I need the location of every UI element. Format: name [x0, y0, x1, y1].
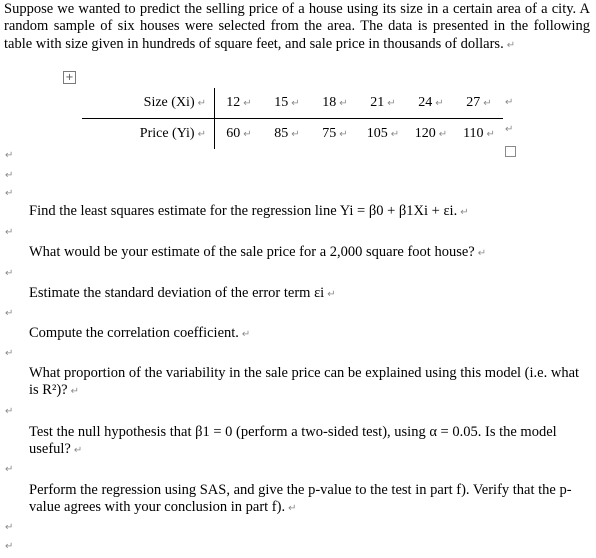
paragraph-mark-icon: ↵	[70, 386, 79, 398]
question-label	[5, 482, 29, 499]
price-value: 60	[226, 126, 241, 141]
size-value: 27	[466, 95, 481, 110]
cell-mark-icon: ↵	[291, 129, 300, 140]
paragraph-mark-icon: ↵	[5, 348, 14, 359]
question-d	[5, 325, 591, 343]
cell-mark-icon: ↵	[387, 98, 396, 109]
table-cell	[311, 119, 359, 150]
size-value: 18	[322, 95, 337, 110]
question-b	[5, 244, 591, 262]
question-label	[5, 424, 29, 441]
question-label	[5, 325, 29, 342]
paragraph-mark-icon: ↵	[73, 445, 83, 457]
cell-mark-icon: ↵	[243, 98, 252, 109]
paragraph-mark-icon: ↵	[460, 207, 469, 218]
cell-mark-icon: ↵	[390, 129, 400, 140]
cell-mark-icon: ↵	[438, 129, 448, 140]
table-cell	[407, 88, 455, 119]
paragraph-mark-icon: ↵	[5, 227, 14, 238]
cell-mark-icon: ↵	[339, 129, 348, 140]
question-text: Estimate the standard deviation of the error term εi	[29, 285, 325, 301]
table-cell	[263, 119, 311, 150]
table-cell	[455, 119, 503, 150]
question-label	[5, 244, 29, 261]
intro-text: Suppose we wanted to predict the selling price of a house using its size in a certain area of a city. A random sample of six houses were selected from the area. The data is presented in the following table with size given in hundreds of square feet, and sale price in thousands of dollars.	[4, 1, 590, 52]
cell-mark-icon: ↵	[197, 129, 206, 140]
paragraph-mark-icon: ↵	[5, 170, 14, 181]
table-cell	[407, 119, 455, 150]
cell-mark-icon: ↵	[435, 98, 444, 109]
question-label	[5, 203, 29, 220]
size-value: 15	[274, 95, 289, 110]
intro-paragraph	[4, 1, 590, 54]
cell-mark-icon: ↵	[339, 98, 348, 109]
price-value: 85	[274, 126, 289, 141]
price-value: 105	[366, 126, 388, 141]
question-label	[5, 285, 29, 302]
row-end-mark-icon: ↵	[505, 124, 514, 135]
question-text: Test the null hypothesis that β1 = 0 (perform a two-sided test), using α = 0.05. Is the model useful?	[29, 424, 557, 458]
row-label-size	[82, 88, 215, 119]
size-value: 12	[226, 95, 241, 110]
price-value: 120	[414, 126, 436, 141]
question-text: Compute the correlation coefficient.	[29, 325, 239, 341]
paragraph-mark-icon: ↵	[5, 522, 14, 533]
question-f	[5, 424, 591, 460]
price-value: 75	[322, 126, 337, 141]
row-label-size-text: Size (Xi)	[143, 95, 195, 110]
paragraph-mark-icon: ↵	[5, 188, 14, 199]
table-cell	[359, 119, 407, 150]
question-c	[5, 285, 591, 303]
table-cell	[215, 88, 264, 119]
data-table	[82, 88, 503, 149]
cell-mark-icon: ↵	[483, 98, 492, 109]
table-row-size	[82, 88, 503, 119]
paragraph-mark-icon: ↵	[5, 464, 14, 475]
table-resize-handle-icon[interactable]	[505, 146, 516, 157]
table-cell	[263, 88, 311, 119]
question-text: Find the least squares estimate for the regression line Yi = β0 + β1Xi + εi.	[29, 203, 458, 219]
cell-mark-icon: ↵	[291, 98, 300, 109]
paragraph-mark-icon: ↵	[241, 329, 251, 340]
table-cell	[359, 88, 407, 119]
size-value: 21	[370, 95, 385, 110]
question-e	[5, 365, 591, 401]
question-text: What would be your estimate of the sale price for a 2,000 square foot house?	[29, 244, 475, 260]
table-row-price	[82, 119, 503, 150]
paragraph-mark-icon: ↵	[5, 406, 14, 417]
size-value: 24	[418, 95, 433, 110]
cell-mark-icon: ↵	[486, 129, 495, 140]
question-text: Perform the regression using SAS, and give the p-value to the test in part f). Verify that the p-value agrees with your conclusion in part f).	[29, 482, 572, 516]
price-value: 110	[463, 126, 484, 141]
cell-mark-icon: ↵	[243, 129, 252, 140]
cell-mark-icon: ↵	[197, 98, 206, 109]
paragraph-mark-icon: ↵	[327, 289, 336, 300]
paragraph-mark-icon: ↵	[5, 268, 14, 279]
table-cell	[455, 88, 503, 119]
row-label-price	[82, 119, 215, 150]
paragraph-mark-icon: ↵	[5, 308, 14, 319]
question-g	[5, 482, 591, 518]
table-cell	[311, 88, 359, 119]
question-a	[5, 203, 591, 221]
paragraph-mark-icon: ↵	[288, 503, 297, 515]
paragraph-mark-icon: ↵	[5, 541, 14, 552]
table-move-handle-icon[interactable]: +	[63, 71, 76, 84]
question-text: What proportion of the variability in the sale price can be explained using this model (i.e. what is R²)?	[29, 365, 580, 399]
paragraph-mark-icon: ↵	[477, 248, 487, 259]
row-label-price-text: Price (Yi)	[139, 126, 195, 141]
paragraph-mark-icon: ↵	[506, 39, 516, 51]
paragraph-mark-icon: ↵	[5, 150, 14, 161]
question-label	[5, 365, 29, 382]
table-cell	[215, 119, 264, 150]
row-end-mark-icon: ↵	[505, 97, 514, 108]
